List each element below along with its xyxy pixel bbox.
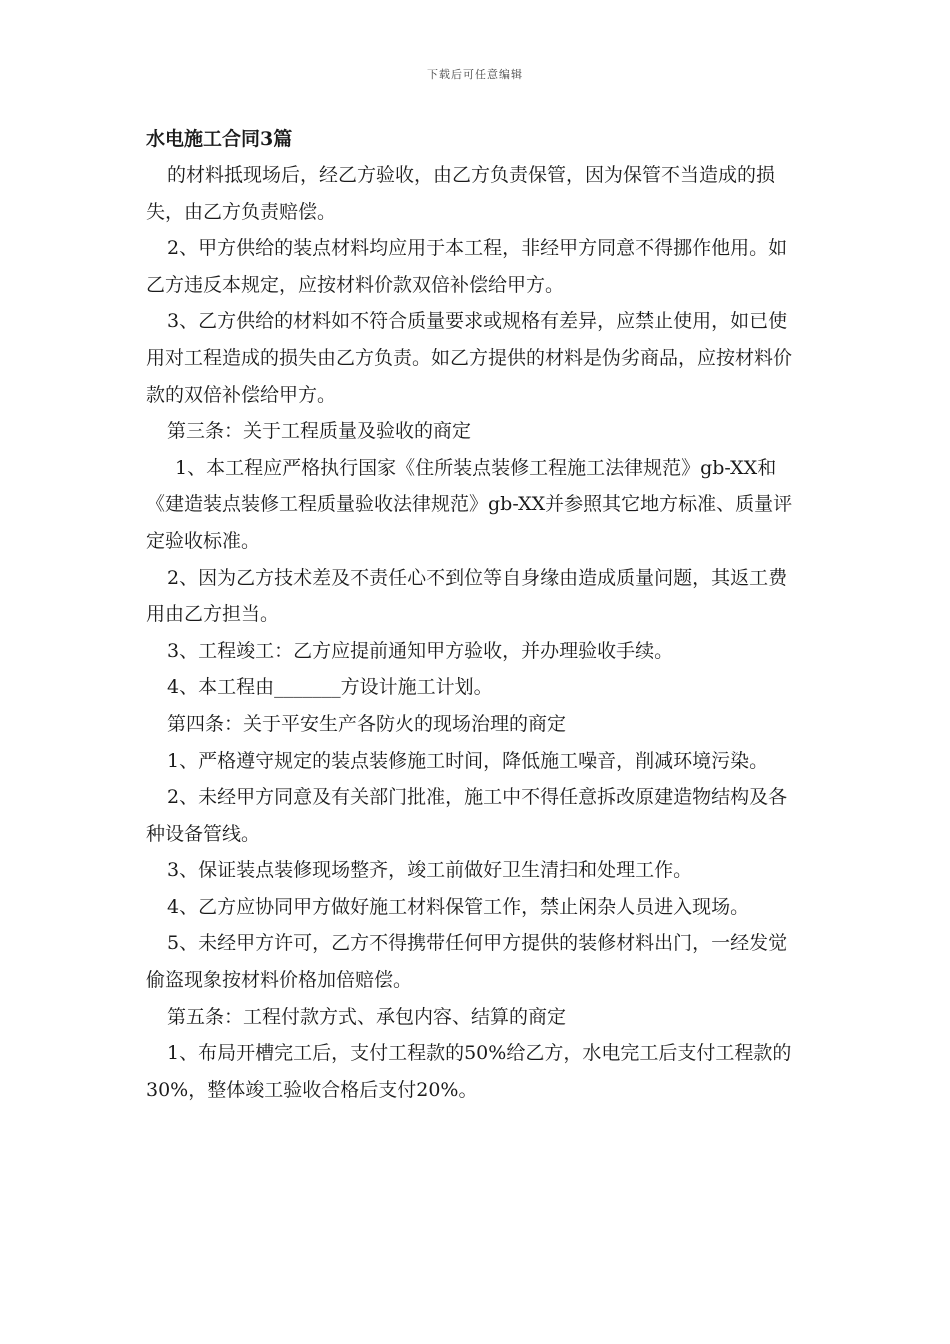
paragraph: 的材料抵现场后，经乙方验收，由乙方负责保管，因为保管不当造成的损失，由乙方负责赔偿。: [146, 164, 776, 223]
paragraph: 3、乙方供给的材料如不符合质量要求或规格有差异，应禁止使用，如已使用对工程造成的损失由乙方负责。如乙方提供的材料是伪劣商品，应按材料价款的双倍补偿给甲方。: [146, 310, 793, 406]
paragraph: 1、布局开槽完工后，支付工程款的50%给乙方，水电完工后支付工程款的30%，整体竣工验收合格后支付20%。: [146, 1042, 792, 1101]
header-note: 下载后可任意编辑: [427, 68, 523, 81]
section-heading: 第四条：关于平安生产各防火的现场治理的商定: [167, 712, 567, 735]
paragraph: 3、工程竣工：乙方应提前通知甲方验收，并办理验收手续。: [167, 639, 674, 662]
paragraph: 2、因为乙方技术差及不责任心不到位等自身缘由造成质量问题，其返工费用由乙方担当。: [146, 566, 788, 626]
document-body: [146, 157, 806, 1108]
paragraph: 1、本工程应严格执行国家《住所装点装修工程施工法律规范》gb-XX和《建造装点装修工程质量验收法律规范》gb-XX并参照其它地方标准、质量评定验收标准。: [146, 456, 793, 552]
section-heading: 第三条：关于工程质量及验收的商定: [167, 420, 472, 443]
paragraph: 1、严格遵守规定的装点装修施工时间，降低施工噪音，削减环境污染。: [167, 749, 769, 772]
paragraph: 4、乙方应协同甲方做好施工材料保管工作，禁止闲杂人员进入现场。: [167, 895, 750, 918]
paragraph: 5、未经甲方许可，乙方不得携带任何甲方提供的装修材料出门，一经发觉偷盗现象按材料价格加倍赔偿。: [146, 932, 788, 992]
paragraph: 2、甲方供给的装点材料均应用于本工程，非经甲方同意不得挪作他用。如乙方违反本规定，应按材料价款双倍补偿给甲方。: [146, 237, 788, 296]
document-title: 水电施工合同3篇: [146, 128, 293, 150]
paragraph: 2、未经甲方同意及有关部门批准，施工中不得任意拆改原建造物结构及各种设备管线。: [146, 786, 788, 845]
paragraph: 4、本工程由_______方设计施工计划。: [167, 676, 493, 699]
section-heading: 第五条：工程付款方式、承包内容、结算的商定: [167, 1005, 567, 1028]
paragraph: 3、保证装点装修现场整齐，竣工前做好卫生清扫和处理工作。: [167, 859, 693, 882]
